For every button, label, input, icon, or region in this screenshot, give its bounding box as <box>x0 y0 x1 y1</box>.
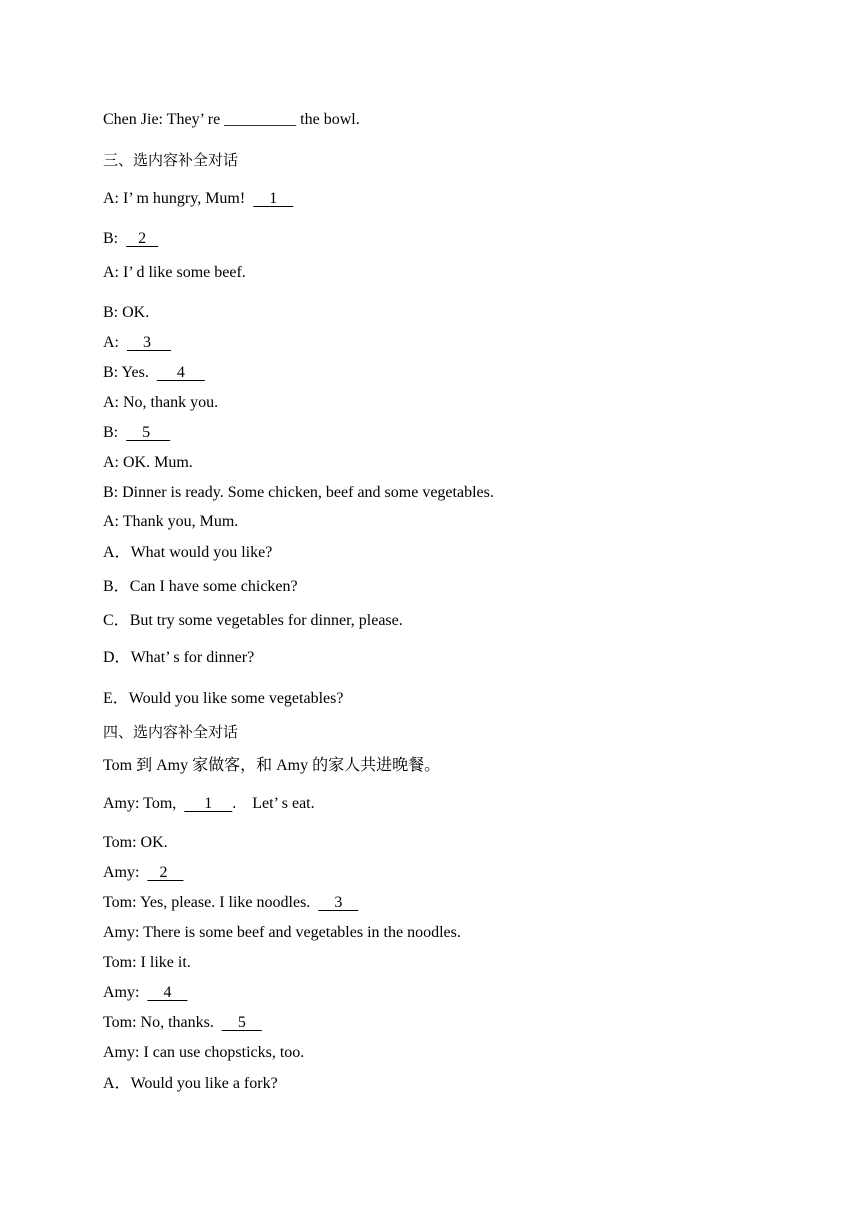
line-text: Yes. <box>121 364 149 381</box>
answer-blank <box>222 1013 262 1033</box>
speaker: A: <box>103 454 119 471</box>
speaker: Amy: <box>103 864 140 881</box>
dialogue-line <box>103 1043 304 1063</box>
line-text: OK. Mum. <box>123 454 193 471</box>
line-text: I’ d like some beef. <box>123 264 246 281</box>
dialogue-line <box>103 794 315 814</box>
dialogue-line <box>103 189 293 209</box>
speaker: B: <box>103 364 119 381</box>
line-text: I like it. <box>140 954 191 971</box>
option-item <box>103 577 298 597</box>
line-text: There is some beef and vegetables in the noodles. <box>143 924 461 941</box>
answer-blank <box>184 794 232 814</box>
blank-number: 1 <box>269 190 278 207</box>
option-letter: A． <box>103 544 131 561</box>
section-4-heading: 四、选内容补全对话 <box>103 723 239 741</box>
option-text: What’ s for dinner? <box>130 649 255 666</box>
dialogue-line <box>103 1013 262 1033</box>
option-item <box>103 543 272 563</box>
answer-blank <box>157 363 205 383</box>
dialogue-line <box>103 363 205 383</box>
speaker: B: <box>103 230 119 247</box>
option-text: Would you like some vegetables? <box>128 690 344 707</box>
dialogue-line <box>103 303 149 323</box>
option-letter: D． <box>103 649 131 666</box>
option-item <box>103 648 254 668</box>
dialogue-line <box>103 423 170 443</box>
blank-number: 2 <box>159 864 168 881</box>
dialogue-line <box>103 483 494 503</box>
dialogue-line <box>103 983 187 1003</box>
option-letter: A． <box>103 1075 131 1092</box>
dialogue-line <box>103 263 246 283</box>
blank-number: 2 <box>138 230 147 247</box>
answer-blank <box>126 229 158 249</box>
line-text-after: the bowl. <box>300 111 360 128</box>
option-item <box>103 1074 278 1094</box>
option-text: Would you like a fork? <box>130 1075 278 1092</box>
speaker: Amy: <box>103 1044 140 1061</box>
option-text: What would you like? <box>130 544 273 561</box>
dialogue-line <box>103 893 358 913</box>
option-text: But try some vegetables for dinner, please. <box>129 612 403 629</box>
speaker: A: <box>103 513 119 530</box>
blank-number: 5 <box>142 424 151 441</box>
line-text: I can use chopsticks, too. <box>143 1044 305 1061</box>
answer-blank <box>253 189 293 209</box>
line-text: I’ m hungry, Mum! <box>123 190 246 207</box>
dialogue-line <box>103 833 168 853</box>
line-text: Tom, <box>143 795 177 812</box>
dialogue-line <box>103 333 171 353</box>
option-letter: C． <box>103 612 130 629</box>
blank-number: 4 <box>176 364 185 381</box>
speaker: B: <box>103 484 119 501</box>
speaker: Amy: <box>103 924 140 941</box>
chen-jie-line <box>103 110 360 130</box>
line-text: No, thanks. <box>140 1014 214 1031</box>
speaker: B: <box>103 304 119 321</box>
speaker: Tom: <box>103 834 137 851</box>
answer-blank <box>318 893 358 913</box>
speaker: Amy: <box>103 795 140 812</box>
answer-blank <box>127 333 171 353</box>
line-text: Yes, please. I like noodles. <box>139 894 311 911</box>
option-item <box>103 689 343 709</box>
speaker: Tom: <box>103 1014 137 1031</box>
line-text: OK. <box>140 834 168 851</box>
line-text: OK. <box>122 304 150 321</box>
dialogue-line <box>103 953 191 973</box>
section-4-intro: Tom 到 Amy 家做客，和 Amy 的家人共进晚餐。 <box>103 757 441 774</box>
dialogue-line <box>103 453 193 473</box>
speaker: Amy: <box>103 984 140 1001</box>
dialogue-line <box>103 229 158 249</box>
dialogue-line <box>103 923 461 943</box>
answer-blank: _________ <box>224 111 297 128</box>
line-text: Dinner is ready. Some chicken, beef and some vegetables. <box>122 484 494 501</box>
blank-number: 5 <box>237 1014 246 1031</box>
section-3-heading: 三、选内容补全对话 <box>103 151 239 169</box>
speaker: Chen Jie: <box>103 111 163 128</box>
speaker: A: <box>103 334 119 351</box>
blank-number: 3 <box>334 894 343 911</box>
speaker: Tom: <box>103 894 137 911</box>
answer-blank <box>126 423 170 443</box>
speaker: A: <box>103 394 119 411</box>
dialogue-line <box>103 512 238 532</box>
dialogue-line <box>103 393 218 413</box>
option-item <box>103 611 403 631</box>
speaker: A: <box>103 264 119 281</box>
option-letter: B． <box>103 578 130 595</box>
blank-number: 4 <box>163 984 172 1001</box>
line-text: They’ re <box>166 111 221 128</box>
line-text-after: . Let’ s eat. <box>232 795 315 812</box>
blank-number: 1 <box>204 795 213 812</box>
speaker: Tom: <box>103 954 137 971</box>
option-letter: E． <box>103 690 129 707</box>
line-text: No, thank you. <box>123 394 219 411</box>
dialogue-line <box>103 863 183 883</box>
blank-number: 3 <box>143 334 151 351</box>
option-text: Can I have some chicken? <box>129 578 298 595</box>
answer-blank <box>147 983 187 1003</box>
speaker: B: <box>103 424 119 441</box>
speaker: A: <box>103 190 119 207</box>
answer-blank <box>147 863 183 883</box>
line-text: Thank you, Mum. <box>122 513 239 530</box>
